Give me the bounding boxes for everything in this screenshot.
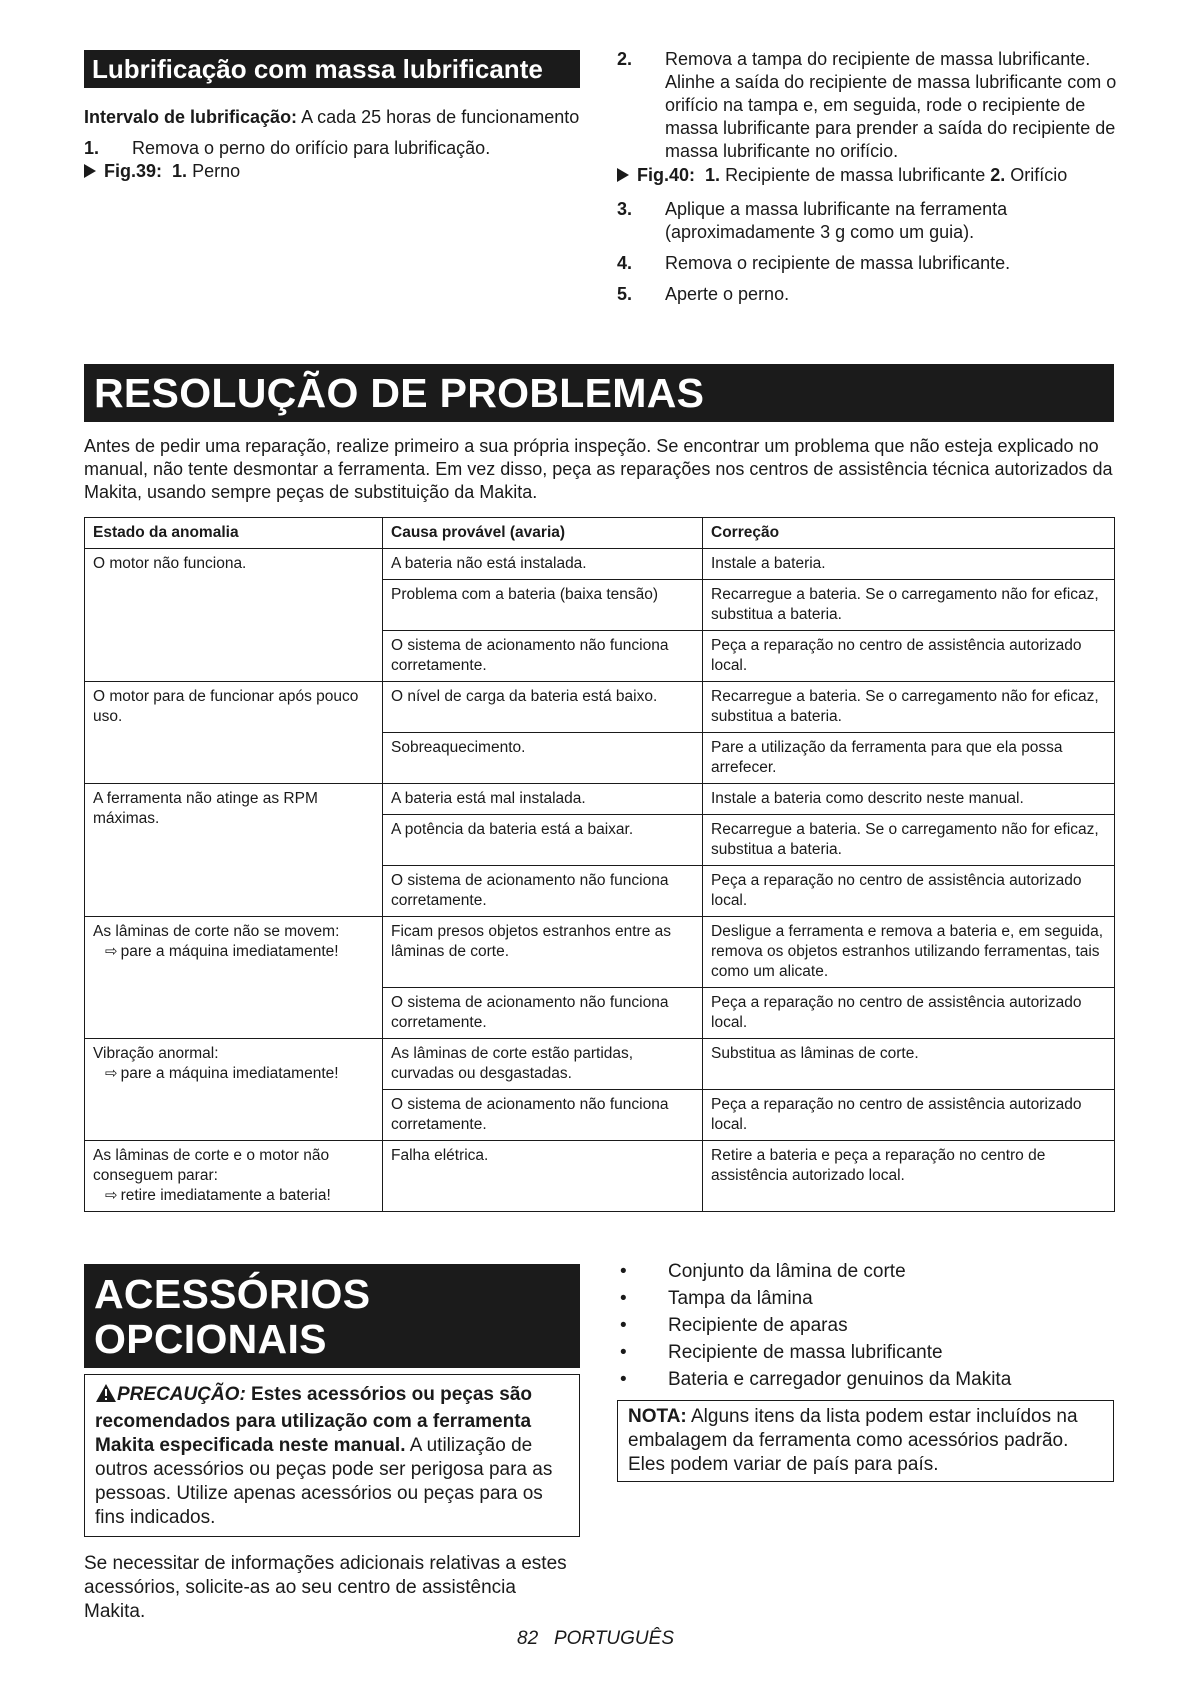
lube-step-3: 3. Aplique a massa lubrificante na ferramenta (aproximadamente 3 g como um guia). [617,199,1008,242]
lube-interval: Intervalo de lubrificação: A cada 25 horas de funcionamento [84,107,580,127]
anomaly-state-cell [85,784,383,917]
footer-language: PORTUGUÊS [553,1628,674,1649]
fix-cell: Recarregue a bateria. Se o carregamento não for eficaz, substitua a bateria. [703,682,1115,733]
header-state: Estado da anomalia [85,518,383,549]
cause-cell: Sobreaquecimento. [383,733,703,784]
anomaly-note [93,1186,374,1206]
lube-step-5: 5. Aperte o perno. [617,284,790,304]
hollow-arrow-icon: ⇨ [105,943,118,960]
cause-cell: Ficam presos objetos estranhos entre as lâminas de corte. [383,917,703,988]
lube-step-1: 1. Remova o perno do orifício para lubrificação. [84,138,491,158]
page-footer [0,1628,1191,1650]
fix-cell: Instale a bateria. [703,549,1115,580]
troubleshooting-intro: Antes de pedir uma reparação, realize primeiro a sua própria inspeção. Se encontrar um problema que não esteja explicado no manual, não tente desmontar a ferramenta. Em vez disso, peça as reparações nos centros de assistência técnica autorizados da Makita, usando sempre peças de substituição da Makita. [84,436,1113,502]
bullet-icon: • [620,1342,627,1363]
fix-cell: Peça a reparação no centro de assistência autorizado local. [703,866,1115,917]
fig40-ref: Fig.40: 1. Recipiente de massa lubrificante 2. Orifício [617,164,1117,187]
cause-cell: O sistema de acionamento não funciona corretamente. [383,988,703,1039]
fix-cell: Recarregue a bateria. Se o carregamento não for eficaz, substitua a bateria. [703,580,1115,631]
list-item-text: Recipiente de massa lubrificante [668,1342,943,1363]
cause-cell: A potência da bateria está a baixar. [383,815,703,866]
table-row [85,1141,1115,1212]
hollow-arrow-icon: ⇨ [105,1065,118,1082]
anomaly-note-text: retire imediatamente a bateria! [120,1187,331,1204]
list-item [620,1312,1120,1339]
fix-cell: Recarregue a bateria. Se o carregamento não for eficaz, substitua a bateria. [703,815,1115,866]
lube-right-text [617,48,1117,306]
anomaly-state-text: A ferramenta não atinge as RPM máximas. [93,790,318,827]
fix-cell: Peça a reparação no centro de assistência autorizado local. [703,631,1115,682]
fix-cell: Peça a reparação no centro de assistência autorizado local. [703,988,1115,1039]
list-item-text: Bateria e carregador genuinos da Makita [668,1369,1012,1390]
list-item [620,1339,1120,1366]
lube-section-title: Lubrificação com massa lubrificante [84,50,580,88]
table-row [85,1039,1115,1090]
bullet-icon: • [620,1369,627,1390]
fig39-ref: Fig.39: 1. Perno [84,160,584,183]
list-item-text: Tampa da lâmina [668,1288,813,1309]
cause-cell: Falha elétrica. [383,1141,703,1212]
bullet-icon: • [620,1288,627,1309]
anomaly-state-cell [85,549,383,682]
troubleshooting-table [84,517,1115,1212]
anomaly-state-cell [85,1039,383,1141]
table-row [85,784,1115,815]
table-body [85,549,1115,1212]
cause-cell: Problema com a bateria (baixa tensão) [383,580,703,631]
anomaly-note [93,1064,374,1084]
list-item-text: Recipiente de aparas [668,1315,848,1336]
fix-cell: Retire a bateria e peça a reparação no centro de assistência autorizado local. [703,1141,1115,1212]
cause-cell: O sistema de acionamento não funciona corretamente. [383,1090,703,1141]
table-row [85,917,1115,988]
fix-cell: Peça a reparação no centro de assistência autorizado local. [703,1090,1115,1141]
page-number: 82 [517,1628,539,1649]
cause-cell: A bateria não está instalada. [383,549,703,580]
table-row [85,682,1115,733]
header-fix: Correção [703,518,1115,549]
anomaly-state-cell [85,682,383,784]
note-box: NOTA: Alguns itens da lista podem estar incluídos na embalagem da ferramenta como acessórios padrão. Eles podem variar de país para país. [617,1400,1114,1482]
warning-triangle-icon [95,1383,117,1410]
table-header-row [85,518,1115,549]
anomaly-state-cell [85,917,383,1039]
anomaly-state-text: As lâminas de corte e o motor não conseguem parar: [93,1147,330,1184]
fix-cell: Instale a bateria como descrito neste manual. [703,784,1115,815]
anomaly-state-cell [85,1141,383,1212]
arrow-right-icon [617,168,629,182]
anomaly-state-text: O motor para de funcionar após pouco uso. [93,688,359,725]
cause-cell: A bateria está mal instalada. [383,784,703,815]
cause-cell: As lâminas de corte estão partidas, curvadas ou desgastadas. [383,1039,703,1090]
fix-cell: Desligue a ferramenta e remova a bateria e, em seguida, remova os objetos estranhos utilizando ferramentas, tais como um alicate. [703,917,1115,988]
accessories-list [620,1258,1120,1393]
cause-cell: O nível de carga da bateria está baixo. [383,682,703,733]
list-item [620,1285,1120,1312]
hollow-arrow-icon: ⇨ [105,1187,118,1204]
troubleshooting-title: RESOLUÇÃO DE PROBLEMAS [84,364,1114,422]
arrow-right-icon [84,164,96,178]
header-cause: Causa provável (avaria) [383,518,703,549]
anomaly-state-text: O motor não funciona. [93,555,247,572]
list-item-text: Conjunto da lâmina de corte [668,1261,906,1282]
bullet-icon: • [620,1315,627,1336]
bullet-icon: • [620,1261,627,1282]
anomaly-note-text: pare a máquina imediatamente! [120,1065,339,1082]
lube-step-2: 2. Remova a tampa do recipiente de massa lubrificante. Alinhe a saída do recipiente de massa lubrificante com o orifício na tampa e, em seguida, rode o recipiente de massa lubrificante para prender a saída do recipiente de massa lubrificante no orifício. [617,49,1117,161]
anomaly-state-text: Vibração anormal: [93,1045,219,1062]
accessories-title: ACESSÓRIOS OPCIONAIS [84,1264,580,1368]
cause-cell: O sistema de acionamento não funciona corretamente. [383,866,703,917]
lube-left-text [84,106,584,183]
fix-cell: Pare a utilização da ferramenta para que ela possa arrefecer. [703,733,1115,784]
anomaly-note [93,942,374,962]
table-row [85,549,1115,580]
caution-box: PRECAUÇÃO: Estes acessórios ou peças são recomendados para utilização com a ferramenta Makita especificada neste manual. A utilização de outros acessórios ou peças pode ser perigosa para as pessoas. Utilize apenas acessórios ou peças para os fins indicados. [84,1374,580,1537]
accessories-info: Se necessitar de informações adicionais relativas a estes acessórios, solicite-as ao seu centro de assistência Makita. [84,1553,567,1622]
anomaly-note-text: pare a máquina imediatamente! [120,943,339,960]
cause-cell: O sistema de acionamento não funciona corretamente. [383,631,703,682]
anomaly-state-text: As lâminas de corte não se movem: [93,923,340,940]
list-item [620,1366,1120,1393]
fix-cell: Substitua as lâminas de corte. [703,1039,1115,1090]
list-item [620,1258,1120,1285]
lube-step-4: 4. Remova o recipiente de massa lubrificante. [617,253,1011,273]
